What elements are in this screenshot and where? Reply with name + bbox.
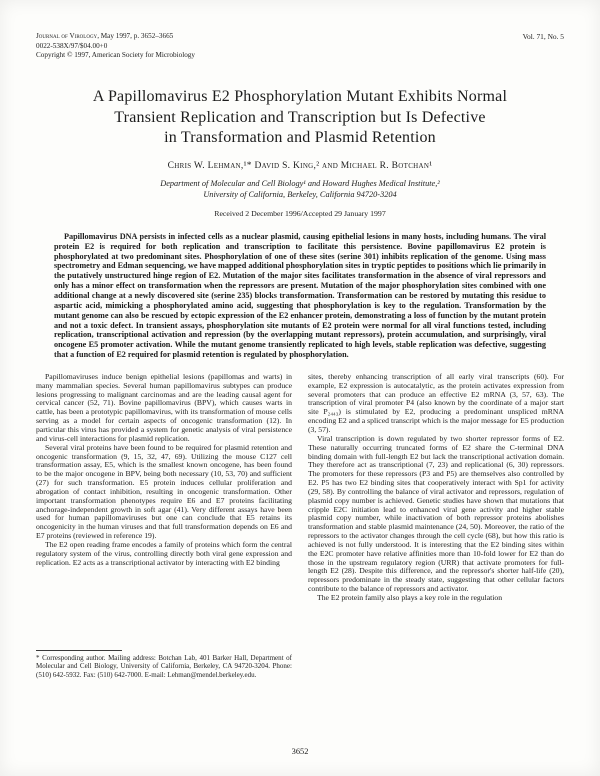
journal-citation <box>36 32 195 42</box>
body-paragraph: The E2 open reading frame encodes a family of proteins which form the central regulatory system of the virus, controlling directly both viral gene expression and replication. E2 acts as a transcriptional activator by interacting with E2 binding <box>36 539 292 567</box>
issue-info: , May 1997, p. 3652–3665 <box>97 32 174 40</box>
corresponding-author-note: * Corresponding author. Mailing address: Botchan Lab, 401 Barker Hall, Department of Molecular and Cell Biology, University of California, Berkeley, CA 94720-3204. Phone: (510) 642-5932. Fax: (510) 642-7000. E-mail: Lehman@mendel.berkeley.edu. <box>36 654 292 679</box>
affiliation-line: Department of Molecular and Cell Biology¹ and Howard Hughes Medical Institute,² <box>160 178 440 188</box>
title-line: in Transformation and Plasmid Retention <box>164 129 436 147</box>
title-line: Transient Replication and Transcription but Is Defective <box>114 108 486 126</box>
copyright-line: Copyright © 1997, American Society for Microbiology <box>36 51 195 60</box>
article-body <box>36 373 564 679</box>
left-column <box>36 373 292 679</box>
masthead-left <box>36 32 195 61</box>
right-column <box>308 373 564 679</box>
affiliation <box>36 178 564 200</box>
right-column-text <box>308 373 564 603</box>
body-paragraph: Papillomaviruses induce benign epithelial lesions (papillomas and warts) in many mammalian species. Several human papillomavirus subtypes can produce lesions progressing to malignant carcinomas and are the leading causal agent for cervical cancer (52, 71). Bovine papillomavirus (BPV), which causes warts in cattle, has been a prototypic papillomavirus, with its transformation of mouse cells serving as a model for certain aspects of oncogenic transformation (12). In particular this virus has provided a system for genetic analysis of viral persistence and virus-cell interactions for plasmid replication. <box>36 372 292 443</box>
footnote-rule <box>36 650 122 651</box>
body-paragraph: Several viral proteins have been found to be required for plasmid retention and oncogenic transformation (9, 15, 32, 47, 69). Utilizing the mouse C127 cell transformation assay, E5, which is the smallest known oncogene, has been found to be the major oncogene in BPV, being both necessary (10, 53, 70) and sufficient (27) for such transformation. E5 protein induces cellular proliferation and abrogation of contact inhibition, resulting in oncogenic transformation. Other important transformation phenotypes require E6 and E7 proteins facilitating anchorage-independent growth in soft agar (41). Very different assays have been used for human papillomaviruses but one can conclude that E5 retains its oncogenicity in the human viruses and that full transformation depends on E6 and E7 proteins (reviewed in reference 19). <box>36 442 292 541</box>
received-dates: Received 2 December 1996/Accepted 29 January 1997 <box>214 208 386 218</box>
footnote <box>36 650 292 679</box>
affiliation-line: University of California, Berkeley, California 94720-3204 <box>203 189 397 199</box>
body-paragraph: The E2 protein family also plays a key role in the regulation <box>317 593 503 602</box>
journal-name: Journal of Virology <box>36 32 98 40</box>
title-line: A Papillomavirus E2 Phosphorylation Mutant Exhibits Normal <box>92 88 508 106</box>
page-number: 3652 <box>291 747 309 756</box>
volume-number: Vol. 71, No. 5 <box>522 32 564 41</box>
page-footer <box>0 747 600 756</box>
masthead <box>36 32 564 61</box>
body-paragraph: Viral transcription is down regulated by two shorter repressor forms of E2. These naturally occurring truncated forms of E2 share the C-terminal DNA binding domain with full-length E2 but lack the transcriptional activation domain. They therefore act as transcriptional (7, 23) and replicational (6, 30) repressors. The promoters for these repressors (P3 and P5) are themselves also controlled by E2. P5 has two E2 binding sites that cooperatively interact with Sp1 for activity (29, 58). By controlling the balance of viral activator and repressors, regulation of plasmid copy number is achieved. Genetic studies have shown that mutations that cripple E2C initiation lead to enhanced viral gene activity and higher stable plasmid copy number, while inactivation of both repressor proteins abolishes transformation and stable plasmid maintenance (24, 50). Moreover, the ratio of the repressors to the activator changes through the cell cycle (68), but how this ratio is achieved is not fully understood. It is interesting that the E2 binding sites within the E2C promoter have relative affinities more than 10-fold lower for E2 than do those in the upstream regulatory region (URR) that activate promoters for full-length E2 (28). Despite this difference, and the repressor's shorter half-life (20), repressors predominate in the steady state, suggesting that other cellular factors contribute to the balance of repressors and activator. <box>308 433 564 594</box>
article-title <box>36 87 564 148</box>
authors: Chris W. Lehman,¹* David S. King,² and Michael R. Botchan¹ <box>167 160 433 171</box>
issn-line: 0022-538X/97/$04.00+0 <box>36 41 108 50</box>
body-paragraph: sites, thereby enhancing transcription of all early viral transcripts (60). For example, E2 expression is autocatalytic, as the protein activates expression from several promoters that can produce an effective E2 mRNA (3, 57, 63). The transcription of viral promoter P4 (also known by the coordinate of a major start site P₂₄₄₃) is stimulated by E2, producing a predominant unspliced mRNA encoding E2 and a spliced transcript which is the major message for E5 production (3, 57). <box>308 372 564 434</box>
left-column-text <box>36 373 292 568</box>
abstract: Papillomavirus DNA persists in infected cells as a nuclear plasmid, causing epithelial lesions in many hosts, including humans. The viral protein E2 is required for both replication and transcription to facilitate this persistence. Bovine papillomavirus E2 protein is phosphorylated at two predominant sites. Phosphorylation of one of these sites (serine 301) inhibits replication of the genome. Using mass spectrometry and Edman sequencing, we have mapped additional phosphorylation sites in tryptic peptides to positions which lie primarily in the putatively unstructured hinge region of E2. Mutation of the major sites facilitates transformation in the absence of viral repressors and only has a minor effect on transformation when the repressors are present. Mutation of the major phosphorylation sites combined with one additional change at a newly discovered site (serine 235) blocks transformation. Transformation can be restored by mutating this residue to aspartic acid, mimicking a phosphorylated amino acid, suggesting that phosphorylation is key to the regulation. Transformation by the mutant genome can also be rescued by ectopic expression of the E2 enhancer protein, demonstrating a loss of function by the mutant protein and not a toxic defect. In transient assays, phosphorylation site mutants of E2 protein were normal for all viral functions tested, including replication, transcriptional activation and repression (by the overlapping mutant repressors), protein accumulation, and surprisingly, viral oncogene E5 promoter activation. While the mutant genome transiently replicated to high levels, stable replication was defective, suggesting that a function of E2 required for plasmid retention is regulated by phosphorylation. <box>54 231 546 360</box>
